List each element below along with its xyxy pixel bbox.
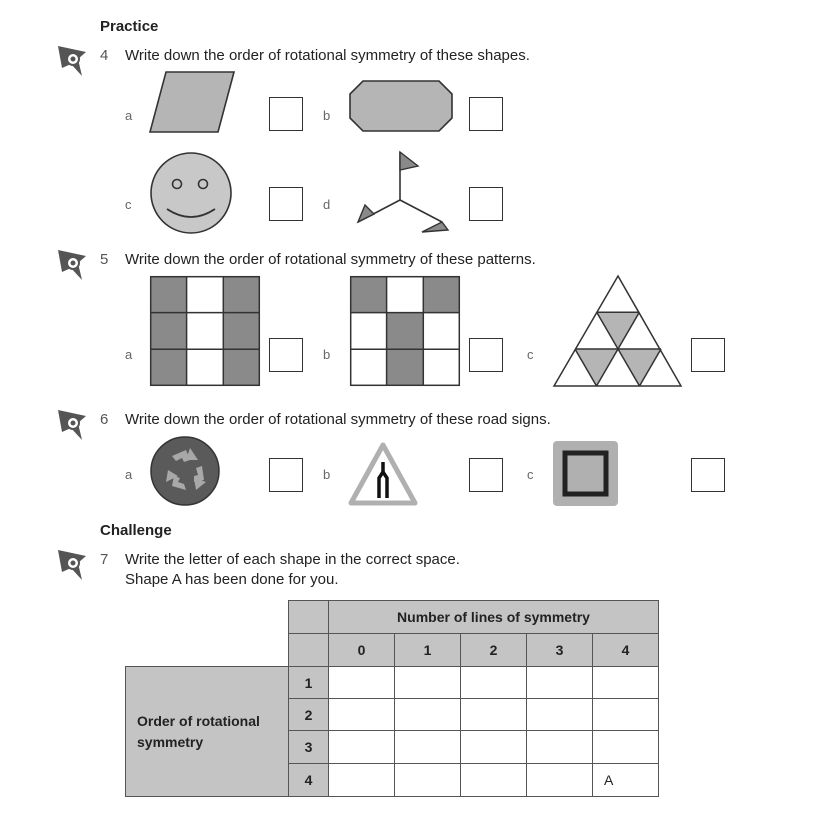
q7-text-line1: Write the letter of each shape in the correct space. — [125, 551, 460, 568]
table-cell[interactable] — [394, 698, 461, 731]
question-marker-icon — [56, 406, 90, 440]
road-narrows-sign-icon — [349, 442, 419, 506]
q4c-answer-box[interactable] — [269, 187, 303, 221]
row-number: 1 — [288, 666, 329, 699]
q5b-label: b — [323, 347, 331, 362]
q6b-label: b — [323, 467, 331, 482]
q5a-answer-box[interactable] — [269, 338, 303, 372]
q5b-answer-box[interactable] — [469, 338, 503, 372]
table-cell-answer-a[interactable]: A — [592, 763, 659, 797]
table-cell[interactable] — [394, 763, 461, 797]
q6c-label: c — [527, 467, 534, 482]
table-cell[interactable] — [394, 730, 461, 764]
q6b-answer-box[interactable] — [469, 458, 503, 492]
square-sign-icon — [553, 441, 619, 507]
column-number: 2 — [460, 633, 527, 667]
q7-text-line2: Shape A has been done for you. — [125, 571, 339, 588]
octagon-shape — [349, 80, 453, 132]
row-header — [125, 666, 289, 797]
q4d-label: d — [323, 197, 331, 212]
q6a-label: a — [125, 467, 133, 482]
q4d-answer-box[interactable] — [469, 187, 503, 221]
row-number: 4 — [288, 763, 329, 797]
q6-number: 6 — [100, 411, 109, 428]
table-cell[interactable] — [460, 763, 527, 797]
question-marker-icon — [56, 546, 90, 580]
q4c-label: c — [125, 197, 132, 212]
table-cell[interactable] — [592, 666, 659, 699]
q6-text: Write down the order of rotational symmetry of these road signs. — [125, 411, 551, 428]
smiley-face-shape — [150, 152, 234, 236]
table-cell[interactable] — [460, 698, 527, 731]
q6a-answer-box[interactable] — [269, 458, 303, 492]
q4-number: 4 — [100, 47, 109, 64]
table-cell[interactable] — [460, 666, 527, 699]
column-number: 0 — [328, 633, 395, 667]
q4a-label: a — [125, 108, 133, 123]
q4b-label: b — [323, 108, 331, 123]
column-number: 4 — [592, 633, 659, 667]
row-header-line1: Order of rotational — [137, 712, 260, 729]
table-cell[interactable] — [328, 666, 395, 699]
q6c-answer-box[interactable] — [691, 458, 725, 492]
practice-heading: Practice — [100, 18, 159, 35]
column-number: 1 — [394, 633, 461, 667]
table-cell[interactable] — [592, 698, 659, 731]
table-cell[interactable] — [526, 763, 593, 797]
question-marker-icon — [56, 42, 90, 76]
q4a-answer-box[interactable] — [269, 97, 303, 131]
triangle-pattern-shape — [553, 275, 683, 387]
q5-text: Write down the order of rotational symmetry of these patterns. — [125, 251, 536, 268]
three-flag-spinner-shape — [350, 150, 454, 238]
table-cell[interactable] — [328, 698, 395, 731]
row-number: 3 — [288, 730, 329, 764]
q5c-label: c — [527, 347, 534, 362]
q4-text: Write down the order of rotational symmetry of these shapes. — [125, 47, 530, 64]
q5c-answer-box[interactable] — [691, 338, 725, 372]
parallelogram-shape — [148, 70, 238, 134]
challenge-heading: Challenge — [100, 522, 172, 539]
q5-number: 5 — [100, 251, 109, 268]
row-header-line2: symmetry — [137, 733, 204, 750]
grid-pattern-2-shape — [350, 276, 460, 386]
table-cell[interactable] — [460, 730, 527, 764]
grid-pattern-1-shape — [150, 276, 260, 386]
table-corner-cell — [288, 600, 329, 634]
q5a-label: a — [125, 347, 133, 362]
recycle-sign-icon — [150, 436, 222, 508]
table-cell[interactable] — [526, 730, 593, 764]
column-header: Number of lines of symmetry — [328, 600, 659, 634]
table-corner-cell — [288, 633, 329, 667]
question-marker-icon — [56, 246, 90, 280]
table-cell[interactable] — [394, 666, 461, 699]
table-cell[interactable] — [328, 763, 395, 797]
q4b-answer-box[interactable] — [469, 97, 503, 131]
row-number: 2 — [288, 698, 329, 731]
table-cell[interactable] — [592, 730, 659, 764]
table-cell[interactable] — [526, 698, 593, 731]
column-number: 3 — [526, 633, 593, 667]
q7-number: 7 — [100, 551, 109, 568]
table-cell[interactable] — [328, 730, 395, 764]
table-cell[interactable] — [526, 666, 593, 699]
